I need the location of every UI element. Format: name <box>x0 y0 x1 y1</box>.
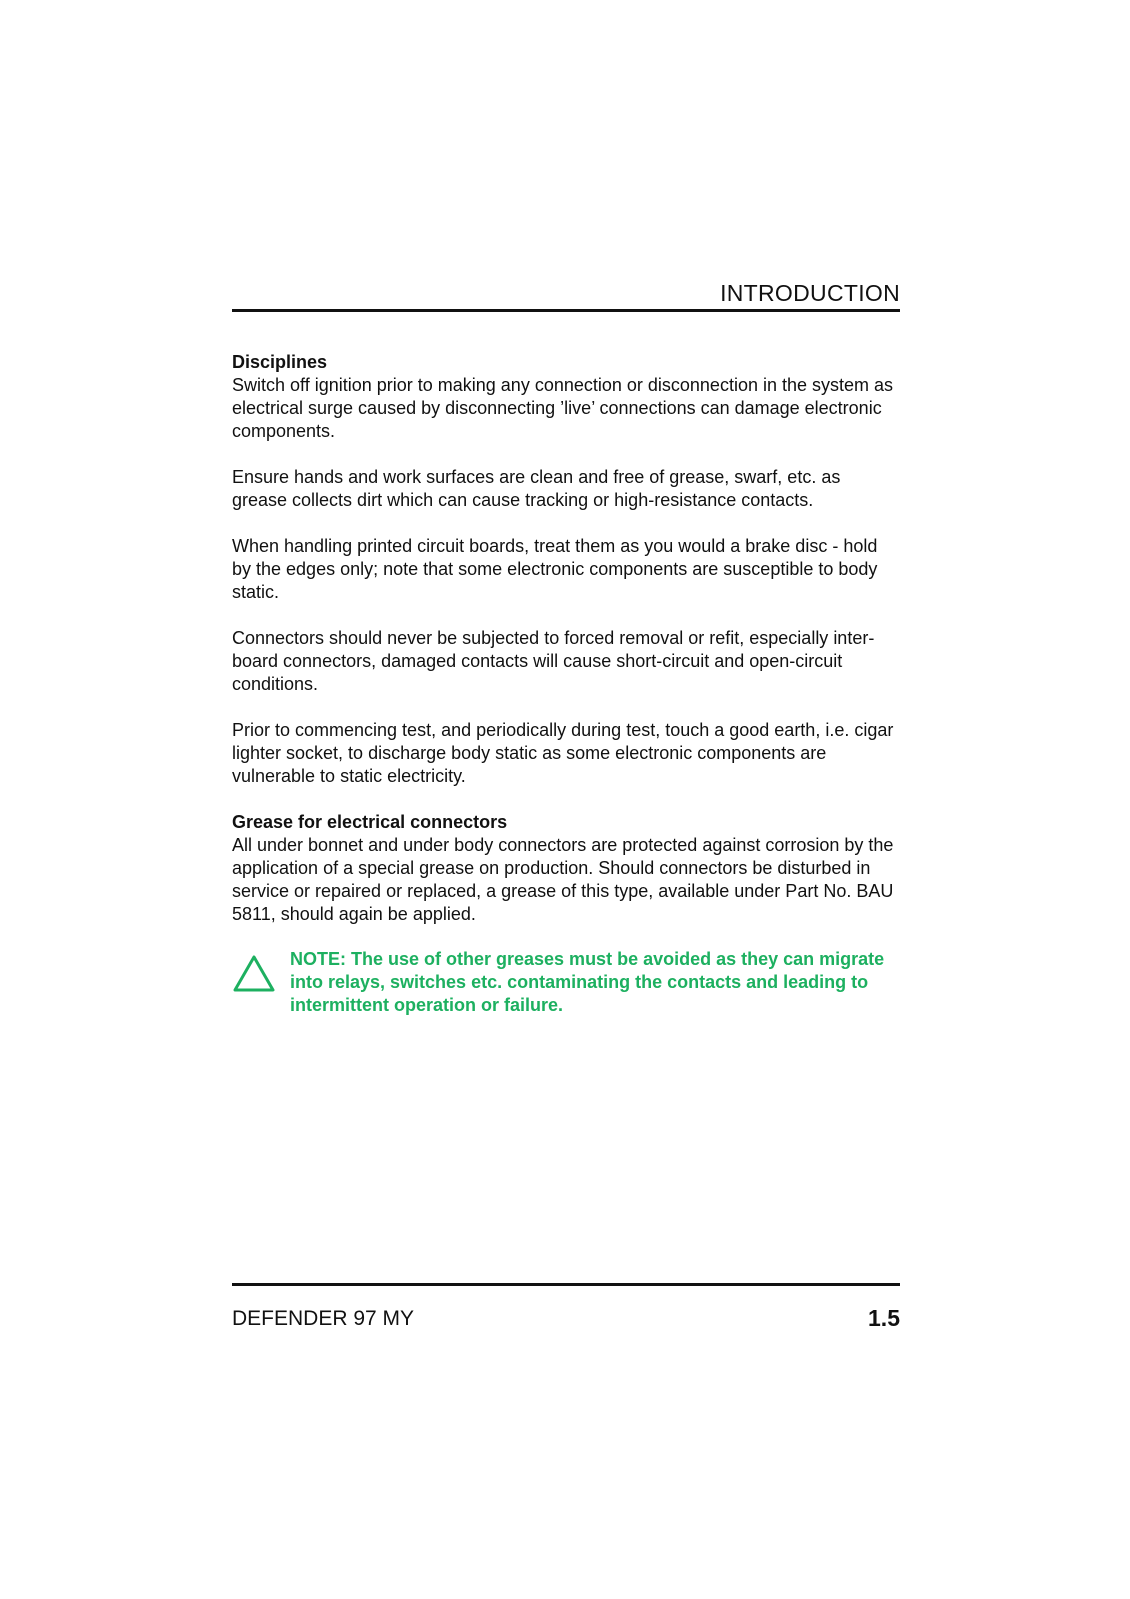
section-heading: Grease for electrical connectors <box>232 812 508 832</box>
warning-triangle-icon <box>232 954 276 994</box>
paragraph: Connectors should never be subjected to forced removal or refit, especially inter-board connectors, damaged contacts will cause short-circuit and open-circuit conditions. <box>232 628 875 694</box>
note-text: NOTE: The use of other greases must be avoided as they can migrate into relays, switches etc. contaminating the contacts and leading to intermittent operation or failure. <box>290 949 885 1015</box>
section-grease <box>232 811 900 926</box>
paragraph: Switch off ignition prior to making any connection or disconnection in the system as electrical surge caused by disconnecting ’live’ connections can damage electronic components. <box>232 375 894 441</box>
footer-divider <box>232 1283 900 1286</box>
paragraph: Prior to commencing test, and periodically during test, touch a good earth, i.e. cigar lighter socket, to discharge body static as some electronic components are vulnerable to static electricity. <box>232 720 894 786</box>
paragraph: All under bonnet and under body connectors are protected against corrosion by the application of a special grease on production. Should connectors be disturbed in service or repaired or replaced, a grease of this type, available under Part No. BAU 5811, should again be applied. <box>232 835 894 924</box>
footer-manual-title: DEFENDER 97 MY <box>232 1307 415 1330</box>
section-disciplines <box>232 351 900 788</box>
document-page <box>232 0 900 1599</box>
section-heading: Disciplines <box>232 352 328 372</box>
page-content <box>232 351 900 1017</box>
page-number: 1.5 <box>868 1305 900 1331</box>
paragraph: Ensure hands and work surfaces are clean and free of grease, swarf, etc. as grease collects dirt which can cause tracking or high-resistance contacts. <box>232 467 841 510</box>
page-header-title: INTRODUCTION <box>720 280 900 306</box>
warning-note <box>232 948 900 1017</box>
header-divider <box>232 309 900 312</box>
paragraph: When handling printed circuit boards, treat them as you would a brake disc - hold by the edges only; note that some electronic components are susceptible to body static. <box>232 536 878 602</box>
